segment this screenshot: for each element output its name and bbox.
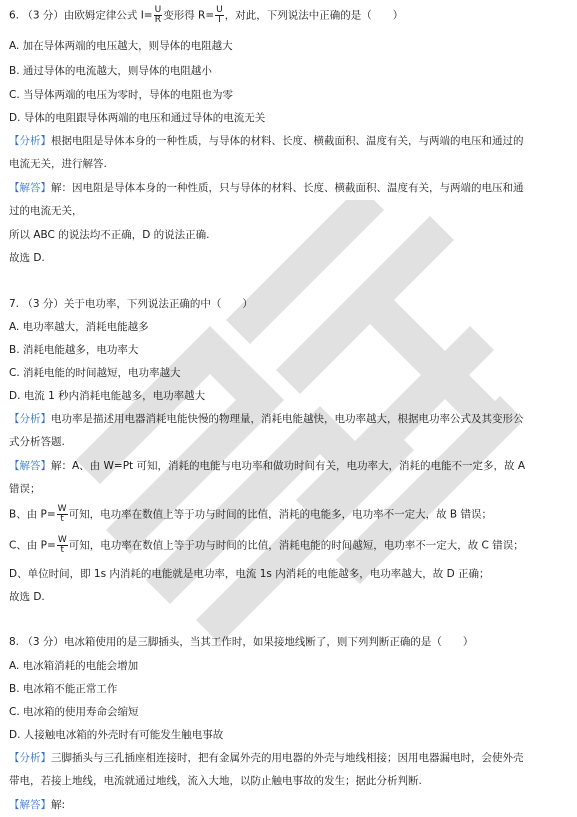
q6-answer-conclusion: 所以 ABC 的说法均不正确，D 的说法正确. xyxy=(9,229,210,241)
formula-w-over-t xyxy=(57,536,68,555)
answer-b-prefix: B、由 P= xyxy=(9,508,56,521)
q7-option-a: A. 电功率越大，消耗电能越多 xyxy=(9,321,149,333)
q7-option-b: B. 消耗电能越多，电功率大 xyxy=(9,344,139,356)
frac-denominator: I xyxy=(218,15,221,25)
answer-text: 解：A、由 W=Pt 可知，消耗的电能与电功率和做功时间有关，电功率大，消耗的电能不一定多，故 A xyxy=(51,460,526,472)
formula-u-over-r xyxy=(154,6,163,25)
q7-option-d: D. 电流 1 秒内消耗电能越多，电功率越大 xyxy=(9,390,206,402)
answer-tag: 【解答】 xyxy=(9,182,51,194)
q6-option-c: C. 当导体两端的电压为零时，导体的电阻也为零 xyxy=(9,89,234,101)
q7-answer xyxy=(9,458,525,474)
analysis-text: 电功率是描述用电器消耗电能快慢的物理量，消耗电能越快，电功率越大，根据电功率公式及其变形公 xyxy=(51,413,524,425)
answer-b-text: 可知，电功率在数值上等于功与时间的比值，消耗的电能多，电功率不一定大，故 B 错误； xyxy=(68,508,492,521)
q7-analysis-cont: 式分析答题. xyxy=(9,436,65,448)
analysis-text: 根据电阻是导体本身的一种性质，与导体的材料、长度、横截面积、温度有关，与两端的电压和通过的 xyxy=(51,135,524,147)
q7-answer-d: D、单位时间，即 1s 内消耗的电能就是电功率，电流 1s 内消耗的电能越多，电功率越大，故 D 正确； xyxy=(9,568,490,580)
frac-numerator: W xyxy=(57,535,67,545)
frac-denominator: t xyxy=(60,545,65,555)
frac-numerator: W xyxy=(57,504,67,514)
q7-option-c: C. 消耗电能的时间越短，电功率越大 xyxy=(9,367,181,379)
q8-option-c: C. 电冰箱的使用寿命会缩短 xyxy=(9,706,139,718)
frac-denominator: t xyxy=(60,514,64,524)
analysis-tag: 【分析】 xyxy=(9,135,51,147)
q8-option-b: B. 电冰箱不能正常工作 xyxy=(9,683,118,695)
q6-stem-text-a: 6. （3 分）由欧姆定律公式 I= xyxy=(9,9,153,22)
q7-answer-b xyxy=(9,505,492,524)
answer-text: 解: xyxy=(51,799,66,811)
q6-option-a: A. 加在导体两端的电压越大，则导体的电阻越大 xyxy=(9,40,233,52)
q7-stem: 7. （3 分）关于电功率，下列说法正确的中（ ） xyxy=(9,298,253,310)
q6-option-b: B. 通过导体的电流越大，则导体的电阻越小 xyxy=(9,65,212,77)
q6-answer-cont: 过的电流无关， xyxy=(9,205,83,217)
q8-analysis xyxy=(9,750,524,766)
q6-analysis xyxy=(9,133,524,149)
watermark-image xyxy=(60,200,520,660)
q6-analysis-cont: 电流无关，进行解答. xyxy=(9,158,107,170)
q7-analysis xyxy=(9,411,524,427)
analysis-text: 三脚插头与三孔插座相连接时，把有金属外壳的用电器的外壳与地线相接；因用电器漏电时，会使外壳 xyxy=(51,752,524,764)
q7-final-choice: 故选 D. xyxy=(9,591,45,603)
q6-option-d: D. 导体的电阻跟导体两端的电压和通过导体的电流无关 xyxy=(9,112,266,124)
answer-tag: 【解答】 xyxy=(9,460,51,472)
q6-stem-text-c: ，对此，下列说法中正确的是（ ） xyxy=(224,9,404,22)
analysis-tag: 【分析】 xyxy=(9,752,51,764)
q6-answer xyxy=(9,180,524,196)
q7-answer-cont: 错误； xyxy=(9,483,41,495)
q6-stem xyxy=(9,6,403,25)
q8-option-a: A. 电冰箱消耗的电能会增加 xyxy=(9,660,139,672)
q7-answer-c xyxy=(9,536,524,555)
frac-numerator: U xyxy=(216,5,223,15)
q8-option-d: D. 人接触电冰箱的外壳时有可能发生触电事故 xyxy=(9,729,224,741)
answer-tag: 【解答】 xyxy=(9,799,51,811)
formula-u-over-i xyxy=(215,6,224,25)
formula-w-over-t xyxy=(57,505,68,524)
q6-final-choice: 故选 D. xyxy=(9,252,45,264)
q8-answer xyxy=(9,797,65,813)
frac-denominator: R xyxy=(154,15,162,25)
answer-c-text: 可知，电功率在数值上等于功与时间的比值，消耗电能的时间越短，电功率不一定大，故 C 错误； xyxy=(68,539,524,552)
q8-analysis-cont: 带电，若接上地线，电流就通过地线，流入大地，以防止触电事故的发生；据此分析判断. xyxy=(9,775,422,787)
frac-numerator: U xyxy=(154,5,162,15)
answer-text: 解：因电阻是导体本身的一种性质，只与导体的材料、长度、横截面积、温度有关，与两端的电压和通 xyxy=(51,182,524,194)
q8-stem: 8. （3 分）电冰箱使用的是三脚插头，当其工作时，如果接地线断了，则下列判断正确的是（ ） xyxy=(9,636,474,648)
answer-c-prefix: C、由 P= xyxy=(9,539,56,552)
analysis-tag: 【分析】 xyxy=(9,413,51,425)
q6-stem-text-b: 变形得 R= xyxy=(163,9,215,22)
